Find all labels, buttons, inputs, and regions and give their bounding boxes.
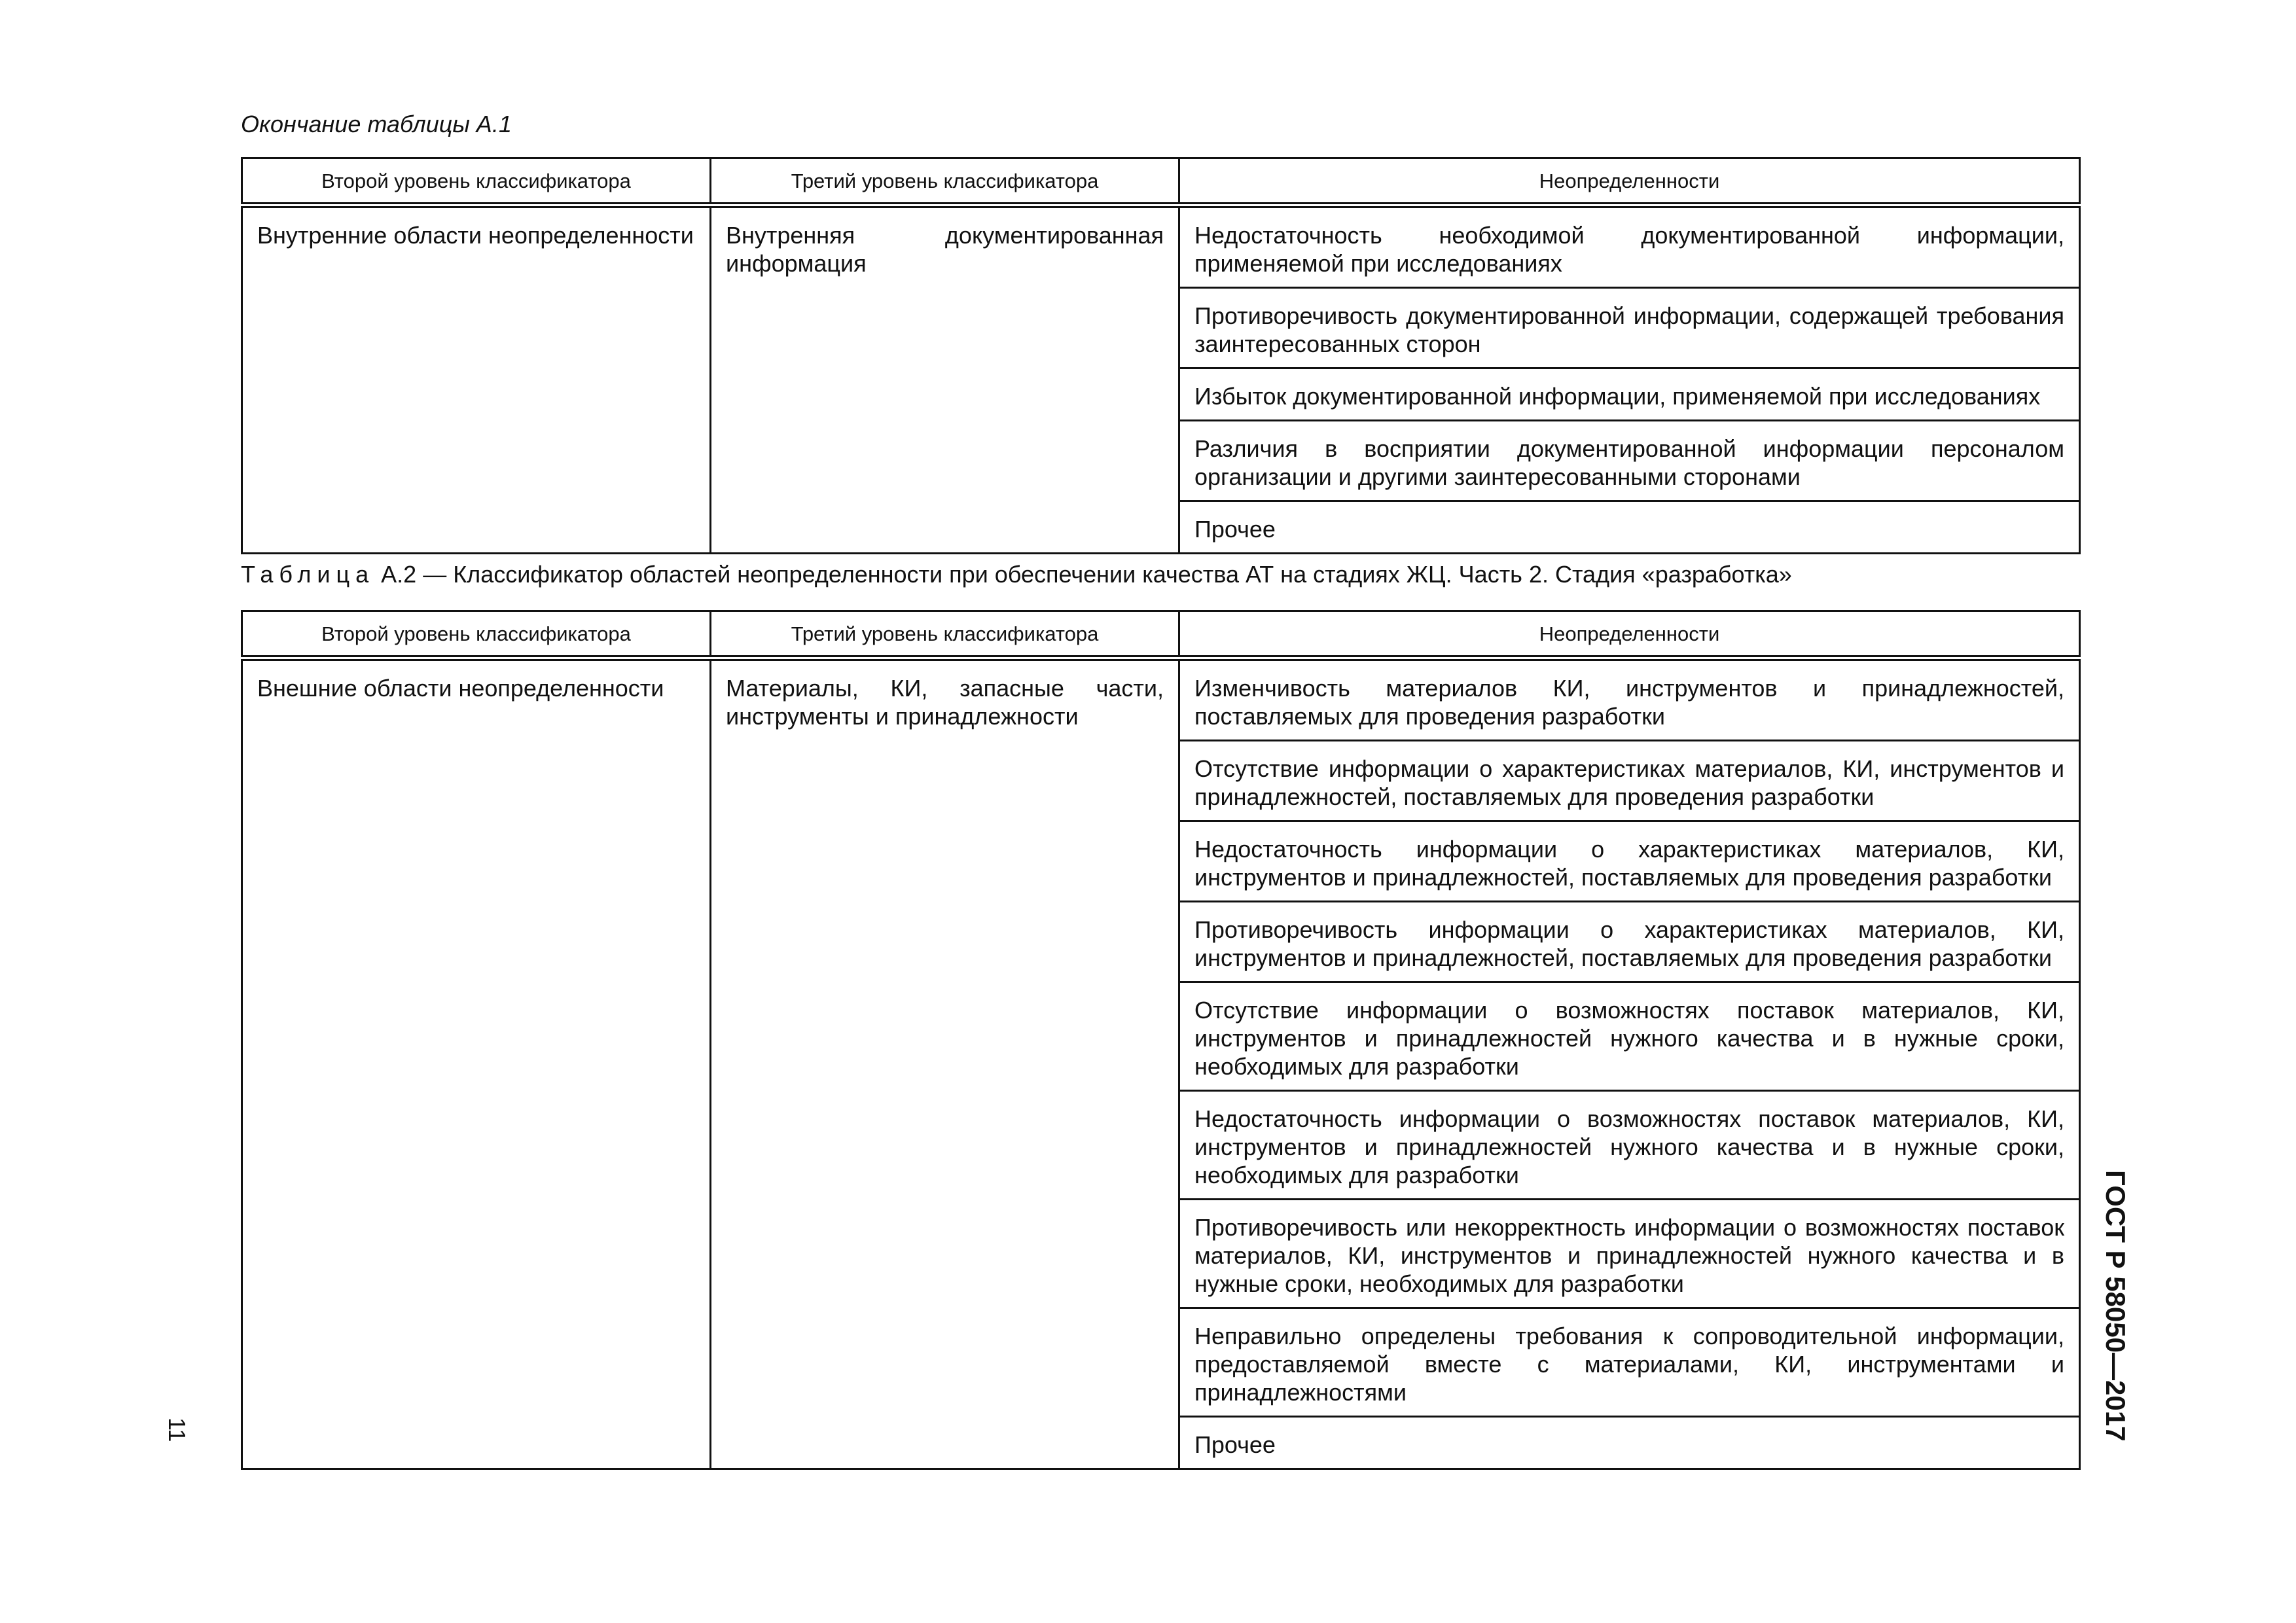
level2-cell: Внутренние области неопределенности (242, 205, 711, 554)
standard-id: ГОСТ Р 58050—2017 (2100, 1170, 2131, 1442)
table-header-row (242, 158, 2080, 205)
uncertainty-cell: Противоречивость документированной информации, содержащей требования заинтересованных сторон (1179, 288, 2080, 368)
column-header-uncertainties: Неопределенности (1179, 158, 2080, 205)
uncertainty-cell: Различия в восприятии документированной информации персоналом организации и другими заинтересованными сторонами (1179, 421, 2080, 501)
table-caption-word: Таблица (241, 561, 375, 588)
column-header-level2: Второй уровень классификатора (242, 158, 711, 205)
table-row (242, 658, 2080, 741)
uncertainty-cell: Противоречивость или некорректность информации о возможностях поставок материалов, КИ, инструментов и принадлежностей нужного качества и в нужные сроки, необходимых для разработки (1179, 1200, 2080, 1308)
level3-cell: Материалы, КИ, запасные части, инструменты и принадлежности (711, 658, 1179, 1469)
uncertainty-cell: Неправильно определены требования к сопроводительной информации, предоставляемой вместе с материалами, КИ, инструментами и принадлежностями (1179, 1308, 2080, 1417)
uncertainty-cell: Отсутствие информации о возможностях поставок материалов, КИ, инструментов и принадлежностей нужного качества и в нужные сроки, необходимых для разработки (1179, 982, 2080, 1091)
uncertainty-cell: Изменчивость материалов КИ, инструментов и принадлежностей, поставляемых для проведения разработки (1179, 658, 2080, 741)
column-header-level3: Третий уровень классификатора (711, 158, 1179, 205)
uncertainty-cell: Прочее (1179, 501, 2080, 554)
column-header-level2: Второй уровень классификатора (242, 611, 711, 658)
level3-cell: Внутренняя документированная информация (711, 205, 1179, 554)
table-a2-caption (241, 560, 1792, 589)
uncertainty-cell: Недостаточность информации о характеристиках материалов, КИ, инструментов и принадлежностей, поставляемых для проведения разработки (1179, 821, 2080, 902)
table-a1 (241, 157, 2081, 554)
uncertainty-cell: Противоречивость информации о характеристиках материалов, КИ, инструментов и принадлежностей, поставляемых для проведения разработки (1179, 902, 2080, 982)
column-header-uncertainties: Неопределенности (1179, 611, 2080, 658)
page-number: 11 (164, 1418, 190, 1442)
uncertainty-cell: Отсутствие информации о характеристиках материалов, КИ, инструментов и принадлежностей, поставляемых для проведения разработки (1179, 741, 2080, 821)
table-row (242, 205, 2080, 288)
uncertainty-cell: Недостаточность необходимой документированной информации, применяемой при исследованиях (1179, 205, 2080, 288)
table-header-row (242, 611, 2080, 658)
uncertainty-cell: Прочее (1179, 1417, 2080, 1469)
level2-cell: Внешние области неопределенности (242, 658, 711, 1469)
table-a2 (241, 610, 2081, 1470)
table-caption-text: А.2 — Классификатор областей неопределенности при обеспечении качества АТ на стадиях ЖЦ. Часть 2. Стадия «разработка» (381, 561, 1792, 588)
column-header-level3: Третий уровень классификатора (711, 611, 1179, 658)
uncertainty-cell: Недостаточность информации о возможностях поставок материалов, КИ, инструментов и принадлежностей нужного качества и в нужные сроки, необходимых для разработки (1179, 1091, 2080, 1200)
uncertainty-cell: Избыток документированной информации, применяемой при исследованиях (1179, 368, 2080, 421)
continuation-caption: Окончание таблицы А.1 (241, 111, 512, 137)
